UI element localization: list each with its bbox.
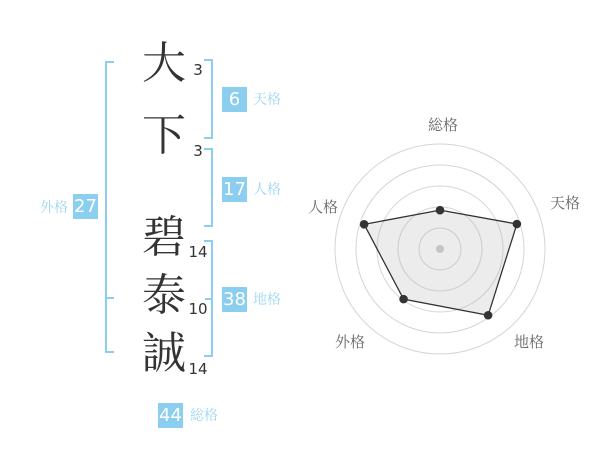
radar-axis-label-gaikaku: 外格 [334, 333, 366, 351]
radar-data-point-0 [436, 206, 445, 215]
name-char-1: 大 [142, 38, 186, 89]
radar-data-point-3 [399, 295, 408, 304]
radar-chart [300, 108, 600, 368]
soukaku-label: 総格 [190, 408, 218, 424]
jinkaku-bracket [204, 148, 213, 227]
tenkaku-value-badge: 6 [222, 87, 247, 112]
tenkaku-bracket [204, 59, 213, 139]
chikaku-value-badge: 38 [223, 289, 246, 310]
soukaku-value-badge: 44 [159, 405, 182, 426]
radar-plot-area [335, 144, 545, 354]
stroke-count-1: 3 [193, 61, 203, 79]
radar-data-point-2 [484, 311, 493, 320]
stroke-count-3: 14 [188, 243, 208, 261]
jinkaku-label: 人格 [253, 182, 281, 198]
stroke-count-4: 10 [188, 300, 208, 318]
radar-data-point-1 [513, 220, 522, 229]
radar-data-point-4 [360, 220, 369, 229]
radar-axis-label-jinkaku: 人格 [307, 198, 339, 216]
stroke-count-5: 14 [188, 360, 208, 378]
gaikaku-label: 外格 [40, 200, 68, 216]
chikaku-bracket-tick [205, 298, 212, 300]
chikaku-label: 地格 [253, 292, 281, 308]
name-char-5: 誠 [142, 328, 186, 379]
name-char-2: 下 [142, 110, 186, 161]
gaikaku-bracket-tick [107, 297, 114, 299]
name-char-3: 碧 [142, 212, 186, 263]
tenkaku-label: 天格 [253, 92, 281, 108]
radar-axis-label-chikaku: 地格 [513, 333, 545, 351]
radar-axis-label-tenkaku: 天格 [549, 194, 581, 212]
radar-data-polygon [364, 210, 517, 315]
radar-axis-label-soukaku: 総格 [427, 116, 459, 134]
jinkaku-value-badge: 17 [223, 179, 246, 200]
stroke-count-2: 3 [193, 142, 203, 160]
name-char-4: 泰 [142, 270, 186, 321]
gaikaku-bracket [105, 61, 114, 353]
gaikaku-value-badge: 27 [74, 196, 97, 217]
